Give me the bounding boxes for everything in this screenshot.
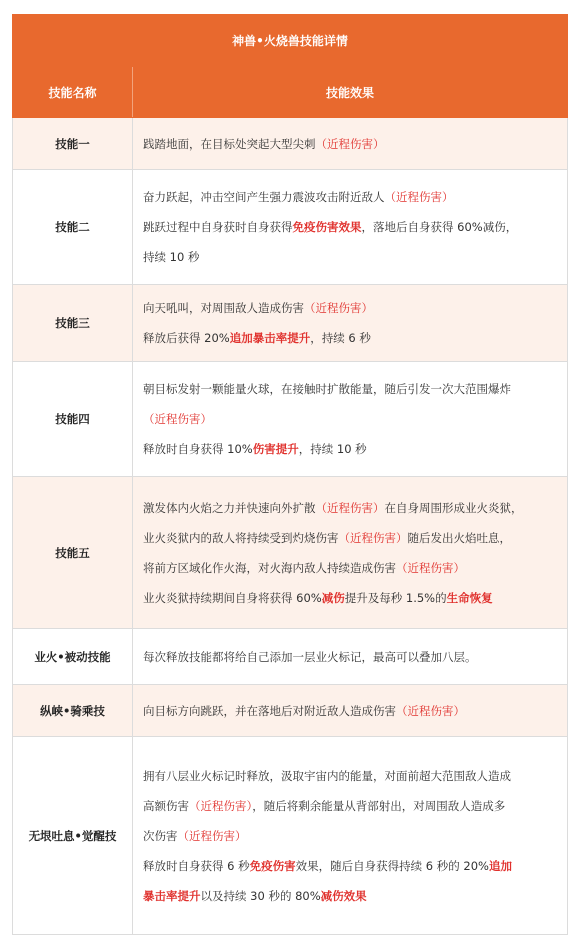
effect-highlight: 减伤效果 — [320, 888, 367, 903]
effect-line — [143, 434, 567, 464]
skill-name: 技能五 — [13, 477, 133, 629]
effect-text: 在自身周围形成业火炎狱， — [384, 500, 523, 515]
effect-text: 释放时自身获得 10% — [143, 442, 253, 456]
effect-highlight: 免疫伤害 — [249, 858, 296, 873]
effect-text: 每次释放技能都将给自己添加一层业火标记，最高可以叠加八层。 — [143, 649, 477, 664]
effect-text: ，持续 10 秒 — [298, 442, 367, 456]
effect-highlight: 暴击率提升 — [143, 888, 201, 903]
effect-text: 业火炎狱内的敌人将持续受到灼烧伤害 — [143, 530, 339, 545]
skill-name: 纵峡•骑乘技 — [13, 685, 133, 737]
skill-effect — [133, 118, 568, 170]
skill-effect — [133, 685, 568, 737]
table-row — [13, 285, 568, 362]
table-row — [13, 685, 568, 737]
effect-text: 践踏地面，在目标处突起大型尖刺 — [143, 136, 316, 151]
skill-name: 技能四 — [13, 362, 133, 477]
skill-name: 技能二 — [13, 170, 133, 285]
skill-name: 技能一 — [13, 118, 133, 170]
effect-highlight: （近程伤害） — [396, 703, 465, 718]
effect-text: ，落地后自身获得 60%减伤， — [361, 220, 518, 234]
effect-text: 向天吼叫，对周围敌人造成伤害 — [143, 301, 304, 315]
effect-line — [143, 761, 567, 791]
skill-table-container — [12, 14, 567, 935]
effect-text: 释放后获得 20% — [143, 331, 230, 345]
effect-text: 次伤害 — [143, 828, 178, 843]
effect-line — [143, 791, 567, 821]
skill-name: 技能三 — [13, 285, 133, 362]
skill-effect — [133, 629, 568, 685]
effect-text: ，持续 6 秒 — [310, 331, 371, 345]
effect-highlight: 伤害提升 — [252, 442, 299, 456]
effect-line — [143, 881, 567, 911]
effect-text: 效果，随后自身获得持续 6 秒的 20% — [295, 858, 489, 873]
skill-table — [12, 14, 568, 935]
effect-text: 随后发出火焰吐息， — [407, 530, 511, 545]
table-row — [13, 362, 568, 477]
effect-highlight: （近程伤害） — [143, 412, 212, 426]
table-title: 神兽•火烧兽技能详情 — [13, 15, 568, 67]
effect-highlight: （近程伤害） — [177, 828, 247, 843]
effect-line — [143, 404, 567, 434]
skill-name: 业火•被动技能 — [13, 629, 133, 685]
header-skill-effect: 技能效果 — [133, 67, 568, 118]
effect-line — [143, 182, 567, 212]
effect-highlight: （近程伤害） — [315, 136, 385, 151]
effect-line — [143, 493, 567, 523]
effect-highlight: 减伤 — [321, 590, 345, 605]
effect-line — [143, 523, 567, 553]
effect-text: 拥有八层业火标记时释放，汲取宇宙内的能量，对面前超大范围敌人造成 — [143, 768, 511, 783]
effect-text: 释放时自身获得 6 秒 — [143, 858, 250, 873]
effect-text: 跳跃过程中自身获时自身获得 — [143, 220, 293, 234]
effect-highlight: 免疫伤害效果 — [292, 220, 362, 234]
effect-line — [143, 323, 567, 353]
table-row — [13, 170, 568, 285]
effect-line — [143, 696, 567, 726]
effect-highlight: 生命恢复 — [446, 590, 493, 605]
effect-highlight: （近程伤害） — [338, 530, 408, 545]
effect-text: 将前方区域化作火海，对火海内敌人持续造成伤害 — [143, 560, 396, 575]
effect-text: 高额伤害 — [143, 798, 189, 813]
effect-line — [143, 553, 567, 583]
effect-line — [143, 374, 567, 404]
effect-highlight: （近程伤害） — [396, 560, 465, 575]
table-row — [13, 477, 568, 629]
table-header-row — [13, 67, 568, 118]
effect-line — [143, 583, 567, 613]
effect-line — [143, 212, 567, 242]
effect-text: 业火炎狱持续期间自身将获得 60% — [143, 590, 322, 605]
effect-text: 奋力跃起，冲击空间产生强力震波攻击附近敌人 — [143, 190, 385, 204]
table-row — [13, 629, 568, 685]
skill-effect — [133, 285, 568, 362]
skill-effect — [133, 362, 568, 477]
effect-highlight: （近程伤害） — [304, 301, 373, 315]
effect-text: 以及持续 30 秒的 80% — [200, 888, 321, 903]
effect-line — [143, 129, 567, 159]
effect-text: 提升及每秒 1.5%的 — [344, 590, 447, 605]
effect-text: ，随后将剩余能量从背部射出，对周围敌人造成多 — [252, 798, 506, 813]
effect-highlight: 追加 — [488, 858, 512, 873]
table-row — [13, 118, 568, 170]
skill-effect — [133, 737, 568, 935]
effect-highlight: （近程伤害） — [315, 500, 385, 515]
effect-line — [143, 821, 567, 851]
effect-line — [143, 242, 567, 272]
effect-line — [143, 293, 567, 323]
effect-text: 持续 10 秒 — [143, 250, 200, 264]
skill-name: 无垠吐息•觉醒技 — [13, 737, 133, 935]
effect-line — [143, 642, 567, 672]
effect-text: 朝目标发射一颗能量火球，在接触时扩散能量，随后引发一次大范围爆炸 — [143, 382, 511, 396]
effect-highlight: （近程伤害） — [189, 798, 253, 813]
effect-highlight: 追加暴击率提升 — [229, 331, 311, 345]
header-skill-name: 技能名称 — [13, 67, 133, 118]
effect-text: 向目标方向跳跃，并在落地后对附近敌人造成伤害 — [143, 703, 396, 718]
effect-line — [143, 851, 567, 881]
skill-effect — [133, 477, 568, 629]
table-row — [13, 737, 568, 935]
effect-text: 激发体内火焰之力并快速向外扩散 — [143, 500, 316, 515]
table-title-row — [13, 15, 568, 67]
effect-highlight: （近程伤害） — [384, 190, 454, 204]
skill-effect — [133, 170, 568, 285]
